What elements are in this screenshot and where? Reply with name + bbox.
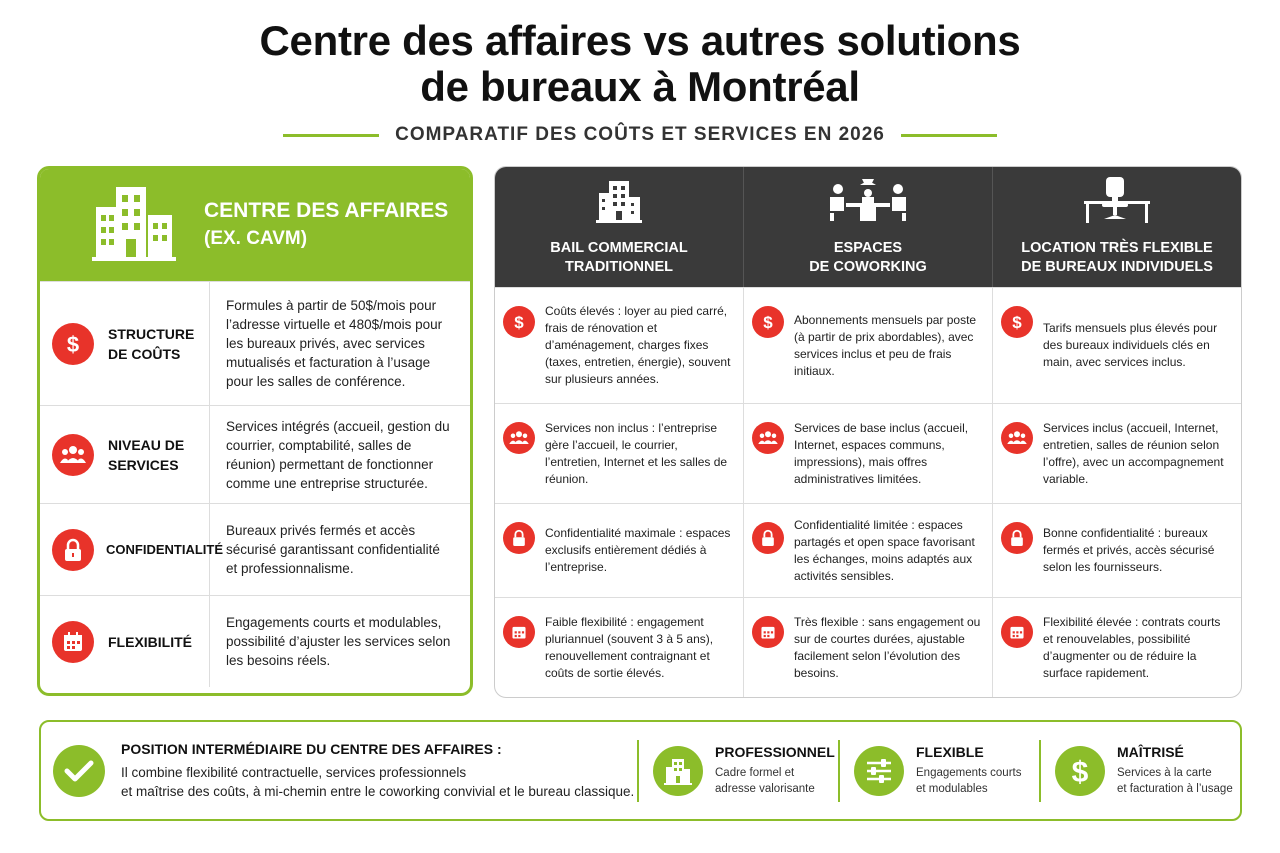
row-description: Engagements courts et modulables, possibilité d’ajuster les services selon les besoins réels. <box>226 615 451 668</box>
row-label: NIVEAU DE SERVICES <box>108 436 185 473</box>
table-cell: Faible flexibilité : engagement pluriannuel (souvent 3 à 5 ans), renouvellement contraignant et coûts de sortie élevés. <box>495 598 744 697</box>
table-cell: Services inclus (accueil, Internet, entretien, salles de réunion selon l’offre), avec un accompagnement variable. <box>993 404 1241 503</box>
building-icon <box>653 746 703 796</box>
calendar-icon <box>752 616 784 648</box>
business-centre-title: CENTRE DES AFFAIRES (EX. CAVM) <box>204 199 449 249</box>
row-label: FLEXIBILITÉ <box>108 633 192 650</box>
summary-text: Il combine flexibilité contractuelle, services professionnels et maîtrise des coûts, à mi-chemin entre le coworking convivial et le bureau classique. <box>121 764 635 799</box>
dollar-icon <box>752 306 784 338</box>
table-row <box>495 597 1241 697</box>
desk-chair-icon <box>1082 175 1152 239</box>
row-service-level <box>40 405 470 503</box>
dollar-icon <box>52 323 94 365</box>
table-cell: Confidentialité limitée : espaces partagés et open space favorisant les échanges, moins adaptés aux activités sensibles. <box>744 504 993 597</box>
table-cell: Très flexible : sans engagement ou sur de courtes durées, ajustable facilement selon l’évolution des besoins. <box>744 598 993 697</box>
lock-icon <box>752 522 784 554</box>
lock-icon <box>503 522 535 554</box>
divider <box>283 134 379 137</box>
business-centre-card <box>37 166 473 696</box>
summary-main <box>41 741 637 801</box>
table-cell: Services non inclus : l’entreprise gère l’accueil, le courrier, l’entretien, Internet et les salles de réunion. <box>495 404 744 503</box>
table-cell: $ Abonnements mensuels par poste (à partir de prix abordables), avec services inclus et peu de frais initiaux. <box>744 288 993 403</box>
office-building-icon <box>90 185 178 266</box>
svg-text:$: $ <box>763 313 773 331</box>
office-building-icon <box>594 179 644 239</box>
row-description: Formules à partir de 50$/mois pour l’adresse virtuelle et 480$/mois pour les bureaux privés, avec services mutualisés et facturation à l’usage pour les salles de conférence. <box>226 298 443 389</box>
table-cell: Bonne confidentialité : bureaux fermés et privés, accès sécurisé selon les fournisseurs. <box>993 504 1241 597</box>
table-row <box>495 287 1241 403</box>
team-icon <box>752 422 784 454</box>
row-cost-structure <box>40 281 470 405</box>
feature-professional: PROFESSIONNEL Cadre formel et adresse valorisante <box>639 744 838 797</box>
table-row <box>495 503 1241 597</box>
table-cell: $ Coûts élevés : loyer au pied carré, frais de rénovation et d’aménagement, charges fixes (taxes, entretien, énergie), souvent sur plusieurs années. <box>495 288 744 403</box>
sliders-icon <box>854 746 904 796</box>
header <box>0 18 1280 146</box>
team-icon <box>503 422 535 454</box>
team-icon <box>1001 422 1033 454</box>
summary-title: POSITION INTERMÉDIAIRE DU CENTRE DES AFFAIRES : <box>121 740 502 757</box>
subtitle-row <box>0 124 1280 146</box>
svg-text:$: $ <box>514 313 524 331</box>
table-cell: Services de base inclus (accueil, Internet, espaces communs, impressions), mais offres administratives limitées. <box>744 404 993 503</box>
comparison-table <box>494 166 1242 698</box>
lock-icon <box>1001 522 1033 554</box>
summary-banner <box>39 720 1242 821</box>
dollar-icon <box>1001 306 1033 338</box>
row-flexibility <box>40 595 470 687</box>
feature-controlled: $ MAÎTRISÉ Services à la carte et facturation à l’usage <box>1041 744 1240 797</box>
page-subtitle: COMPARATIF DES COÛTS ET SERVICES EN 2026 <box>395 124 885 145</box>
row-description: Bureaux privés fermés et accès sécurisé garantissant confidentialité et professionnalisme. <box>226 523 440 576</box>
dollar-icon <box>503 306 535 338</box>
svg-text:$: $ <box>66 331 80 356</box>
column-header-traditional-lease: BAIL COMMERCIAL TRADITIONNEL <box>495 167 744 287</box>
row-confidentiality <box>40 503 470 595</box>
calendar-icon <box>1001 616 1033 648</box>
dollar-icon <box>1055 746 1105 796</box>
svg-text:$: $ <box>1071 755 1089 786</box>
calendar-icon <box>52 621 94 663</box>
table-row <box>495 403 1241 503</box>
table-header <box>495 167 1241 287</box>
business-centre-header <box>40 169 470 281</box>
column-header-flexible-offices: LOCATION TRÈS FLEXIBLE DE BUREAUX INDIVIDUELS <box>993 167 1241 287</box>
feature-flexible: FLEXIBLE Engagements courts et modulables <box>840 744 1039 797</box>
table-cell: Flexibilité élevée : contrats courts et renouvelables, possibilité d’augmenter ou de réduire la surface rapidement. <box>993 598 1241 697</box>
row-label: STRUCTURE DE COÛTS <box>108 325 195 362</box>
column-header-coworking: ESPACES DE COWORKING <box>744 167 993 287</box>
lock-icon <box>52 529 94 571</box>
team-icon <box>52 434 94 476</box>
row-description: Services intégrés (accueil, gestion du courrier, comptabilité, salles de réunion) permettant de fonctionner comme une entreprise structurée. <box>226 418 450 491</box>
page-title: Centre des affaires vs autres solutions de bureaux à Montréal <box>259 17 1021 110</box>
coworking-icon <box>822 177 914 239</box>
svg-text:$: $ <box>1012 313 1022 331</box>
calendar-icon <box>503 616 535 648</box>
row-label: CONFIDENTIALITÉ <box>106 541 223 557</box>
table-cell: $ Tarifs mensuels plus élevés pour des bureaux individuels clés en main, avec services inclus. <box>993 288 1241 403</box>
divider <box>901 134 997 137</box>
table-cell: Confidentialité maximale : espaces exclusifs entièrement dédiés à l’entreprise. <box>495 504 744 597</box>
check-icon <box>53 745 105 797</box>
